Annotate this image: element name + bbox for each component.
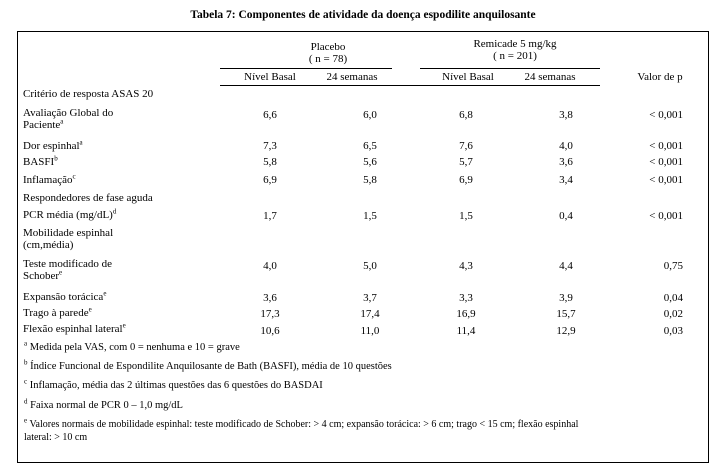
header-bottom-rule [220,85,600,86]
cell-basfi-24w-placebo: 5,6 [363,156,377,168]
footnote-e-line1: $^e$ Valores normais de mobilidade espinhal: teste modificado de Schober: > 4 cm; expansão torácica: > 6 cm; trago < 15 cm; flexão espinhal [24,416,579,430]
col-header-24w-remicade: 24 semanas [524,71,576,83]
cell-dor-24w-remicade: 4,0 [559,140,573,152]
cell-pcr-24w-remicade: 0,4 [559,210,573,222]
row-label-respondedores: Respondedores de fase aguda [23,192,153,204]
cell-inflamacao-basal-remicade: 6,9 [459,174,473,186]
row-label-global-line1: Avaliação Global do [23,107,114,119]
remicade-header: Remicade 5 mg/kg [473,38,557,50]
cell-trago-24w-remicade: 15,7 [556,308,576,320]
row-label-asas20: Critério de resposta ASAS 20 [23,88,154,100]
cell-expansao-basal-remicade: 3,3 [459,292,473,304]
cell-flexao-24w-placebo: 11,0 [360,325,380,337]
cell-schober-basal-placebo: 4,0 [263,260,277,272]
cell-trago-basal-remicade: 16,9 [456,308,476,320]
row-label-schober-line1: Teste modificado de [23,258,113,270]
cell-flexao-basal-placebo: 10,6 [260,325,280,337]
row-label-trago: Trago à parede$^e$ [23,305,92,319]
cell-schober-pvalue: 0,75 [663,260,683,272]
placebo-n: ( n = 78) [308,53,348,65]
row-label-mobilidade-line1: Mobilidade espinhal [23,227,114,239]
row-label-flexao: Flexão espinhal lateral$^e$ [23,321,126,335]
cell-pcr-pvalue: < 0,001 [649,210,683,222]
cell-dor-basal-remicade: 7,6 [459,140,473,152]
col-header-pvalue: Valor de p [637,71,683,83]
cell-schober-basal-remicade: 4,3 [459,260,473,272]
cell-expansao-basal-placebo: 3,6 [263,292,277,304]
row-label-pcr: PCR média $(mg/dL)^d$ [23,207,117,221]
row-label-expansao: Expansão torácica$^e$ [23,289,107,303]
row-label-global-line2: Paciente$^a$ [23,117,64,131]
cell-pcr-24w-placebo: 1,5 [363,210,377,222]
cell-flexao-24w-remicade: 12,9 [556,325,576,337]
cell-trago-24w-placebo: 17,4 [360,308,380,320]
footnote-a: $^a$ Medida pela VAS, com 0 = nenhuma e 10 = grave [24,339,240,353]
cell-global-24w-remicade: 3,8 [559,109,573,121]
cell-basfi-basal-remicade: 5,7 [459,156,473,168]
cell-dor-basal-placebo: 7,3 [263,140,277,152]
cell-trago-pvalue: 0,02 [663,308,683,320]
cell-expansao-24w-placebo: 3,7 [363,292,377,304]
cell-expansao-24w-remicade: 3,9 [559,292,573,304]
placebo-header: Placebo [310,41,346,53]
cell-flexao-pvalue: 0,03 [663,325,683,337]
row-label-basfi: BASFI$^b$ [23,154,58,168]
col-header-24w-placebo: 24 semanas [326,71,378,83]
cell-basfi-basal-placebo: 5,8 [263,156,277,168]
row-label-dor: Dor espinhal$^a$ [23,138,83,152]
table-title: Tabela 7: Componentes de atividade da doença espodilite anquilosante [190,9,536,21]
cell-inflamacao-pvalue: < 0,001 [649,174,683,186]
cell-expansao-pvalue: 0,04 [663,292,683,304]
cell-trago-basal-placebo: 17,3 [260,308,280,320]
cell-global-24w-placebo: 6,0 [363,109,377,121]
col-header-basal-remicade: Nível Basal [442,71,494,83]
remicade-group-rule [420,68,600,69]
footnote-c: $^c$ Inflamação, média das 2 últimas questões das 6 questões do BASDAI [24,377,323,391]
cell-dor-pvalue: < 0,001 [649,140,683,152]
row-label-inflamacao: Inflamação$^c$ [23,172,76,186]
cell-basfi-pvalue: < 0,001 [649,156,683,168]
row-label-schober-line2: Schober$^e$ [23,268,63,282]
cell-schober-24w-placebo: 5,0 [363,260,377,272]
cell-schober-24w-remicade: 4,4 [559,260,573,272]
cell-global-basal-remicade: 6,8 [459,109,473,121]
cell-dor-24w-placebo: 6,5 [363,140,377,152]
cell-pcr-basal-placebo: 1,7 [263,210,277,222]
cell-pcr-basal-remicade: 1,5 [459,210,473,222]
footnote-b: $^b$ Índice Funcional de Espondilite Anquilosante de Bath (BASFI), média de 10 questões [24,358,392,372]
cell-inflamacao-24w-remicade: 3,4 [559,174,573,186]
col-header-basal-placebo: Nível Basal [244,71,296,83]
cell-global-basal-placebo: 6,6 [263,109,277,121]
cell-flexao-basal-remicade: 11,4 [456,325,476,337]
cell-basfi-24w-remicade: 3,6 [559,156,573,168]
cell-inflamacao-basal-placebo: 6,9 [263,174,277,186]
cell-global-pvalue: < 0,001 [649,109,683,121]
row-label-mobilidade-line2: (cm,média) [23,239,74,251]
cell-inflamacao-24w-placebo: 5,8 [363,174,377,186]
footnote-d: $^d$ Faixa normal de PCR 0 – 1,0 mg/dL [24,397,183,411]
footnote-e-line2: lateral: > 10 cm [24,432,88,443]
placebo-group-rule [220,68,392,69]
remicade-n: ( n = 201) [493,50,537,62]
